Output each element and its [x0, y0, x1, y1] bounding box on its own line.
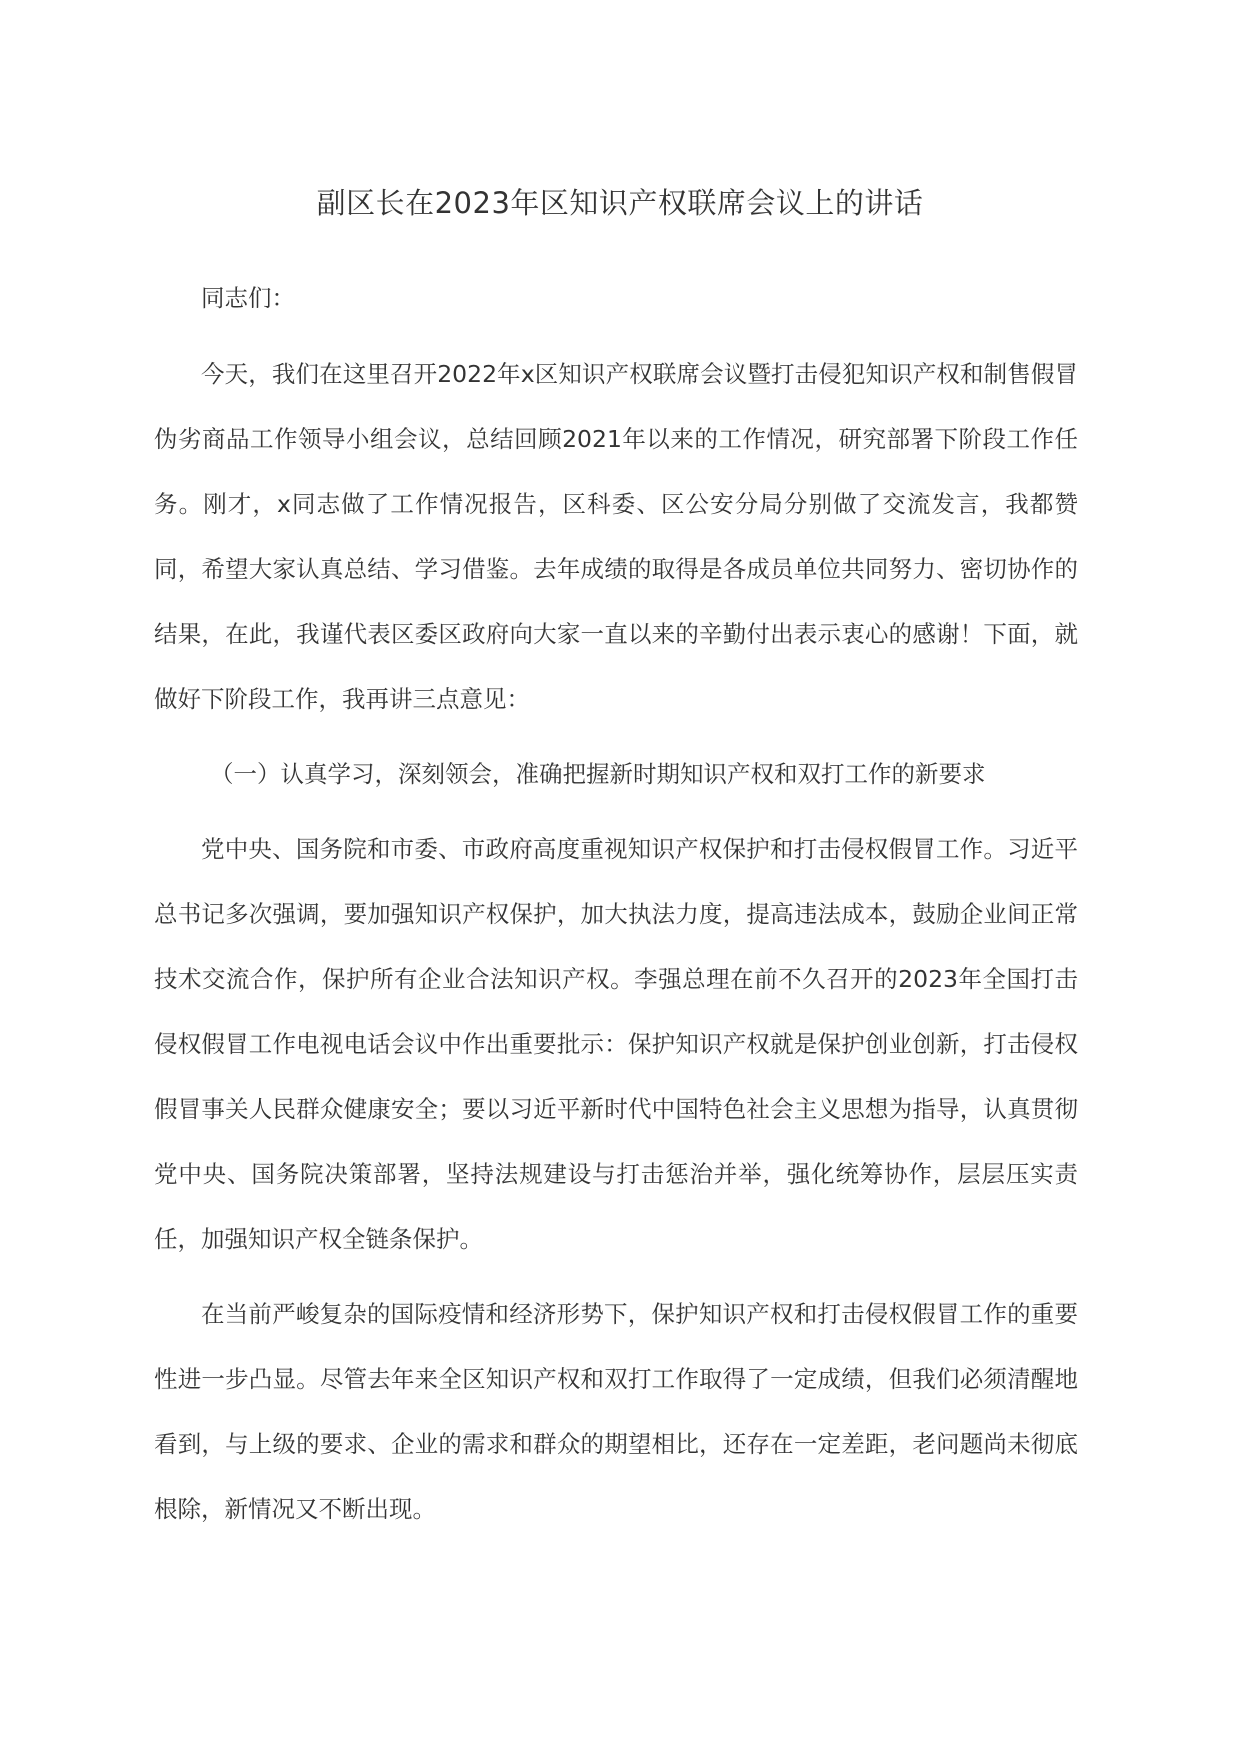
document-body — [154, 266, 1078, 1552]
document-title: 副区长在2023年区知识产权联席会议上的讲话 — [316, 186, 924, 220]
section-heading: （一）认真学习，深刻领会，准确把握新时期知识产权和双打工作的新要求 — [210, 760, 986, 788]
paragraph-opening: 今天，我们在这里召开2022年x区知识产权联席会议暨打击侵犯知识产权和制售假冒伪劣商品工作领导小组会议，总结回顾2021年以来的工作情况，研究部署下阶段工作任务。刚才，x同志做了工作情况报告，区科委、区公安分局分别做了交流发言，我都赞同，希望大家认真总结、学习借鉴。去年成绩的取得是各成员单位共同努力、密切协作的结果，在此，我谨代表区委区政府向大家一直以来的辛勤付出表示衷心的感谢！下面，就做好下阶段工作，我再讲三点意见： — [154, 360, 1078, 713]
salutation: 同志们： — [201, 284, 295, 312]
paragraph-requirements: 党中央、国务院和市委、市政府高度重视知识产权保护和打击侵权假冒工作。习近平总书记多次强调，要加强知识产权保护，加大执法力度，提高违法成本，鼓励企业间正常技术交流合作，保护所有企业合法知识产权。李强总理在前不久召开的2023年全国打击侵权假冒工作电视电话会议中作出重要批示：保护知识产权就是保护创业创新，打击侵权假冒事关人民群众健康安全；要以习近平新时代中国特色社会主义思想为指导，认真贯彻党中央、国务院决策部署，坚持法规建设与打击惩治并举，强化统筹协作，层层压实责任，加强知识产权全链条保护。 — [154, 835, 1078, 1253]
paragraph-situation: 在当前严峻复杂的国际疫情和经济形势下，保护知识产权和打击侵权假冒工作的重要性进一步凸显。尽管去年来全区知识产权和双打工作取得了一定成绩，但我们必须清醒地看到，与上级的要求、企业的需求和群众的期望相比，还存在一定差距，老问题尚未彻底根除，新情况又不断出现。 — [154, 1300, 1078, 1523]
